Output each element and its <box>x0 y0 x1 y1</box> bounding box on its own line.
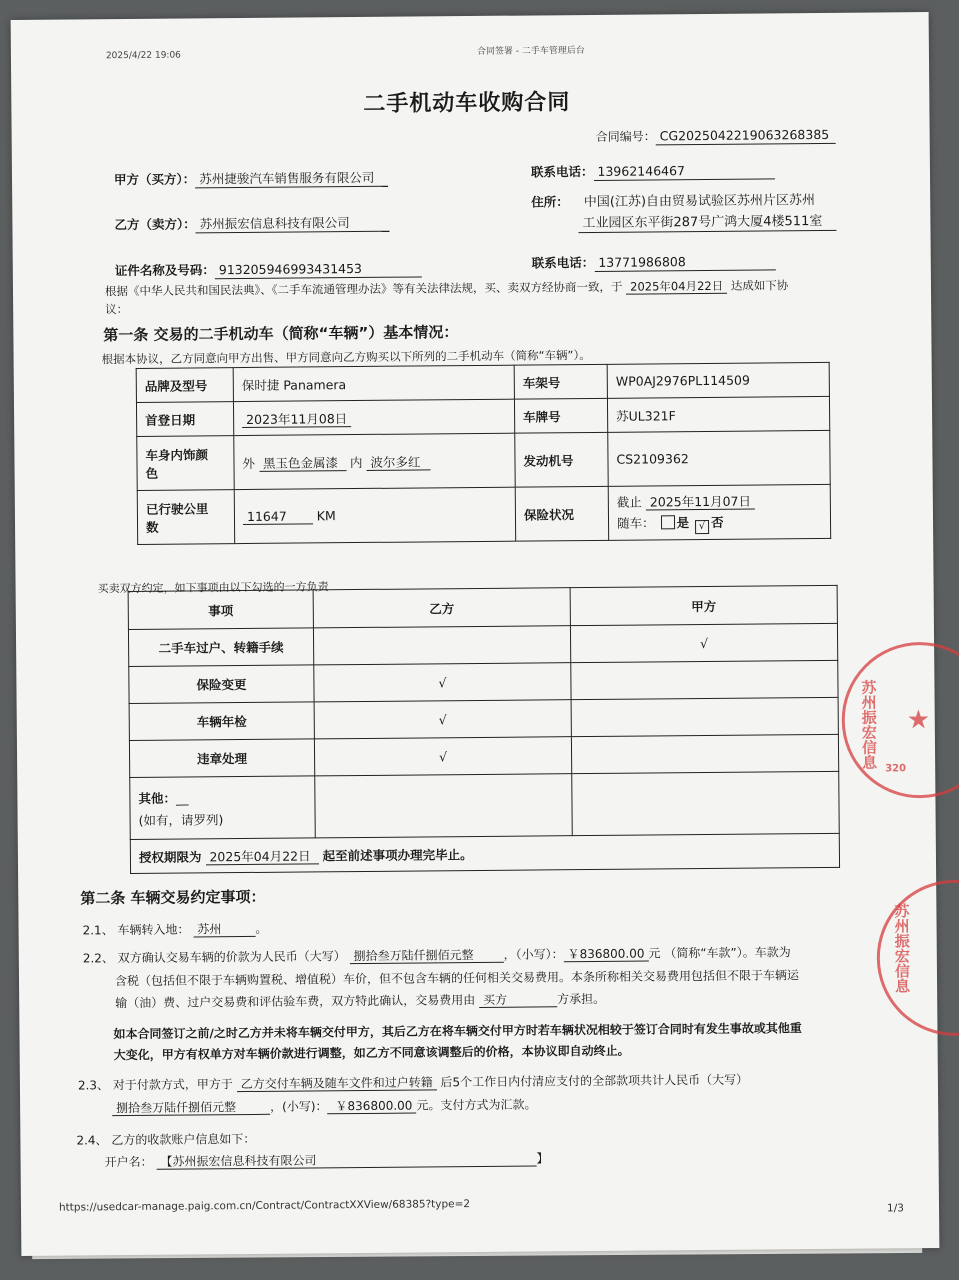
table-row <box>129 697 838 740</box>
party-b-phone-value: 13771986808 <box>594 253 776 272</box>
vin-label: 车架号 <box>514 364 607 399</box>
contract-number <box>596 124 836 145</box>
auth-period-cell <box>130 833 839 873</box>
clause-2-2-line3b: 方承担。 <box>556 991 606 1007</box>
bracket-left: 【 <box>160 1154 173 1169</box>
col-item-header: 事项 <box>128 590 313 630</box>
clause-2-2-line3a: 输（油）费、过户交易费和评估验车费，双方特此确认，交易费用由 <box>115 993 476 1011</box>
engine-label: 发动机号 <box>515 432 608 487</box>
party-a <box>114 167 388 188</box>
clause-2-4 <box>76 1130 255 1149</box>
party-b-address-line1: 中国(江苏)自由贸易试验区苏州片区苏州 <box>583 193 816 211</box>
party-b-address <box>531 189 815 210</box>
clause-bold-line2: 大变化，甲方有权单方对车辆价款进行调整，如乙方不同意该调整后的价格，本协议即自动终止。 <box>113 1043 630 1063</box>
seal-star-icon: ★ <box>906 705 931 736</box>
ins-yes-label: 是 <box>676 514 690 530</box>
ins-yes-checkbox <box>660 515 674 529</box>
table-row <box>129 660 838 703</box>
clause-2-1 <box>82 920 267 939</box>
table-row <box>130 771 840 839</box>
party-b-id-label: 证件名称及号码： <box>114 262 215 279</box>
account-holder-value <box>156 1151 536 1169</box>
clause-2-3-c: ，(小写)： <box>270 1099 328 1114</box>
duties-intro: 买卖双方约定，如下事项由以下勾选的一方负责 <box>97 580 329 596</box>
print-page-title: 合同签署 - 二手车管理后台 <box>476 46 585 57</box>
table-row <box>130 833 839 873</box>
brand-label: 品牌及型号 <box>136 368 233 403</box>
party-b-name: 苏州振宏信息科技有限公司 <box>196 215 390 234</box>
mileage-cell <box>234 487 515 543</box>
duty-b-mark <box>313 626 570 665</box>
document-title: 二手机动车收购合同 <box>363 90 571 117</box>
ins-follow-label: 随车： <box>616 514 655 531</box>
clause-2-2-a: 双方确认交易车辆的价款为人民币（大写） <box>117 949 346 966</box>
intro-text-3: 议： <box>105 302 129 317</box>
ins-no-checkbox: √ <box>695 519 709 533</box>
print-datetime: 2025/4/22 19:06 <box>105 50 181 62</box>
table-row <box>129 734 838 777</box>
int-color: 波尔多红 <box>366 454 430 471</box>
account-holder <box>105 1149 549 1170</box>
contract-page <box>11 12 940 1256</box>
clause-2-2-amount: ￥836800.00 <box>564 946 649 962</box>
vin-value: WP0AJ2976PL114509 <box>607 362 829 398</box>
col-a-header: 甲方 <box>570 585 837 625</box>
mileage-label-line2: 数 <box>145 519 159 535</box>
article-1-title: 第一条 交易的二手机动车（简称“车辆”）基本情况： <box>103 323 459 345</box>
clause-2-4-a: 乙方的收款账户信息如下： <box>111 1131 256 1148</box>
brand-value: 保时捷 Panamera <box>233 365 514 401</box>
color-label-line2: 色 <box>145 465 159 481</box>
color-label-line1: 车身内饰颜 <box>145 446 209 463</box>
party-b-phone <box>532 250 776 271</box>
insurance-label: 保险状况 <box>515 486 608 541</box>
duty-a-mark <box>571 660 838 699</box>
clause-2-4-num: 2.4、 <box>76 1133 108 1148</box>
company-seal-2 <box>876 879 959 1036</box>
ext-prefix: 外 <box>242 455 256 471</box>
party-b-address-label: 住所： <box>531 194 569 210</box>
duties-table <box>128 585 840 874</box>
footer-page-number: 1/3 <box>886 1202 904 1215</box>
party-a-phone-value: 13962146467 <box>593 162 775 181</box>
seal-text-2: 苏州振宏信息 <box>892 903 912 994</box>
auth-date: 2025年04月22日 <box>205 848 318 865</box>
other-a <box>572 771 840 835</box>
ins-until-date: 2025年11月07日 <box>646 493 755 510</box>
clause-2-3-line2 <box>112 1095 536 1116</box>
duty-b-mark: √ <box>314 737 571 776</box>
party-b-label: 乙方（卖方）： <box>114 216 196 233</box>
auth-text: 起至前述事项办理完毕止。 <box>322 846 473 863</box>
mileage-label <box>137 490 234 545</box>
color-cell <box>234 433 515 489</box>
duty-b-mark: √ <box>314 663 571 702</box>
clause-2-2-line2: 含税（包括但不限于车辆购置税、增值税）车价，但不包含车辆的任何相关交易费用。本条所称相关交易费用包括但不限于车辆运 <box>114 968 800 989</box>
clause-2-1-label: 车辆转入地： <box>117 922 190 938</box>
seal-code: 320 <box>885 763 907 775</box>
table-row <box>128 585 837 629</box>
party-a-phone <box>531 159 775 180</box>
other-b <box>315 774 573 838</box>
intro-text-2: 达成如下协 <box>730 278 789 293</box>
seal-text: 苏州振宏信息 <box>859 679 879 770</box>
other-label: 其他： <box>138 790 176 806</box>
int-prefix: 内 <box>349 454 363 470</box>
clause-2-3-d: 元。支付方式为汇款。 <box>416 1097 537 1113</box>
article-2-title: 第二条 车辆交易约定事项： <box>80 887 266 908</box>
footer-url: https://usedcar-manage.paig.com.cn/Contract/ContractXXView/68385?type=2 <box>58 1198 471 1214</box>
intro-text-1: 根据《中华人民共和国民法典》、《二手车流通管理办法》等有关法律法规，买、卖双方经协商一致，于 <box>104 279 623 299</box>
vehicle-info-table <box>136 362 832 545</box>
table-row <box>137 484 830 544</box>
duty-a-mark <box>571 734 838 773</box>
clause-2-3-amount-cn: 捌拾叁万陆仟捌佰元整 <box>112 1100 270 1116</box>
party-b-phone-label: 联系电话： <box>531 254 595 271</box>
clause-2-3-b: 后5个工作日内付清应支付的全部款项共计人民币（大写） <box>440 1072 749 1090</box>
party-b-address-line2: 工业园区东平街287号广鸿大厦4楼511室 <box>578 214 836 233</box>
duty-item: 违章处理 <box>129 739 314 778</box>
reg-date-label: 首登日期 <box>136 402 233 437</box>
plate-label: 车牌号 <box>514 398 607 433</box>
intro-text <box>105 277 788 299</box>
clause-bold-line1: 如本合同签订之前/之时乙方并未将车辆交付甲方，其后乙方在将车辆交付甲方时若车辆状况相较于签订合同时有发生事故或其他重 <box>113 1021 802 1042</box>
article-1-intro: 根据本协议，乙方同意向甲方出售、甲方同意向乙方购买以下所列的二手机动车（简称“车辆”）。 <box>101 347 591 367</box>
party-b-address-2 <box>578 210 836 231</box>
intro-date: 2025年04月22日 <box>626 279 727 295</box>
clause-2-2-payer: 买方 <box>479 992 557 1008</box>
duty-a-mark: √ <box>570 623 837 662</box>
duty-item: 车辆年检 <box>129 702 314 741</box>
other-blank: __ <box>175 790 189 806</box>
ins-no-label: 否 <box>710 514 724 530</box>
clause-2-1-value: 苏州 <box>193 922 255 938</box>
reg-date-cell <box>233 399 514 435</box>
party-a-name: 苏州捷骏汽车销售服务有限公司 <box>195 170 388 189</box>
clause-2-2-b: ，（小写）： <box>503 947 564 962</box>
reg-date-value: 2023年11月08日 <box>242 411 351 428</box>
contract-number-value: CG2025042219063268385 <box>656 127 836 146</box>
clause-2-2-num: 2.2、 <box>82 951 114 966</box>
clause-2-2-amount-cn: 捌拾叁万陆仟捌佰元整 <box>350 948 504 964</box>
other-note: (如有，请罗列) <box>138 811 224 828</box>
table-row <box>137 430 830 490</box>
duty-item: 二手车过户、转籍手续 <box>128 628 313 667</box>
clause-2-2-line1 <box>83 943 791 966</box>
color-label <box>137 436 234 491</box>
auth-label: 授权期限为 <box>138 848 202 865</box>
clause-2-2-c: 元 （简称“车款”）。车款为 <box>648 945 791 961</box>
engine-value: CS2109362 <box>608 430 830 486</box>
account-holder-name: 苏州振宏信息科技有限公司 <box>172 1153 317 1169</box>
company-seal <box>841 641 959 798</box>
table-row <box>128 623 837 666</box>
other-cell <box>130 776 316 840</box>
duty-b-mark: √ <box>314 700 571 739</box>
insurance-cell <box>608 484 830 540</box>
mileage-label-line1: 已行驶公里 <box>145 500 209 517</box>
clause-2-3-num: 2.3、 <box>77 1078 110 1093</box>
ext-color: 黑玉色金属漆 <box>259 455 346 472</box>
mileage-value: 11647 <box>243 508 313 525</box>
clause-2-2-line3 <box>115 990 605 1011</box>
party-a-label: 甲方（买方）： <box>113 171 196 188</box>
duty-item: 保险变更 <box>129 665 314 704</box>
account-holder-label: 开户名： <box>104 1154 153 1170</box>
plate-value: 苏UL321F <box>607 396 829 432</box>
clause-2-3-condition: 乙方交付车辆及随车文件和过户转籍 <box>237 1075 437 1092</box>
clause-2-3-a: 对于付款方式，甲方于 <box>112 1077 233 1093</box>
party-b <box>114 212 389 233</box>
clause-2-3-line1 <box>78 1071 748 1094</box>
bracket-right: 】 <box>536 1151 549 1166</box>
party-b-id <box>115 257 422 279</box>
ins-until-label: 截止 <box>616 494 642 510</box>
party-b-id-value: 913205946993431453 <box>215 260 422 279</box>
clause-2-3-amount: ￥836800.00 <box>327 1099 416 1115</box>
clause-2-1-num: 2.1、 <box>82 923 114 938</box>
contract-number-label: 合同编号： <box>595 129 656 144</box>
party-a-phone-label: 联系电话： <box>530 163 594 180</box>
clause-2-1-end: 。 <box>255 921 268 936</box>
duty-a-mark <box>571 697 838 736</box>
mileage-unit: KM <box>316 508 336 524</box>
col-b-header: 乙方 <box>313 588 570 628</box>
